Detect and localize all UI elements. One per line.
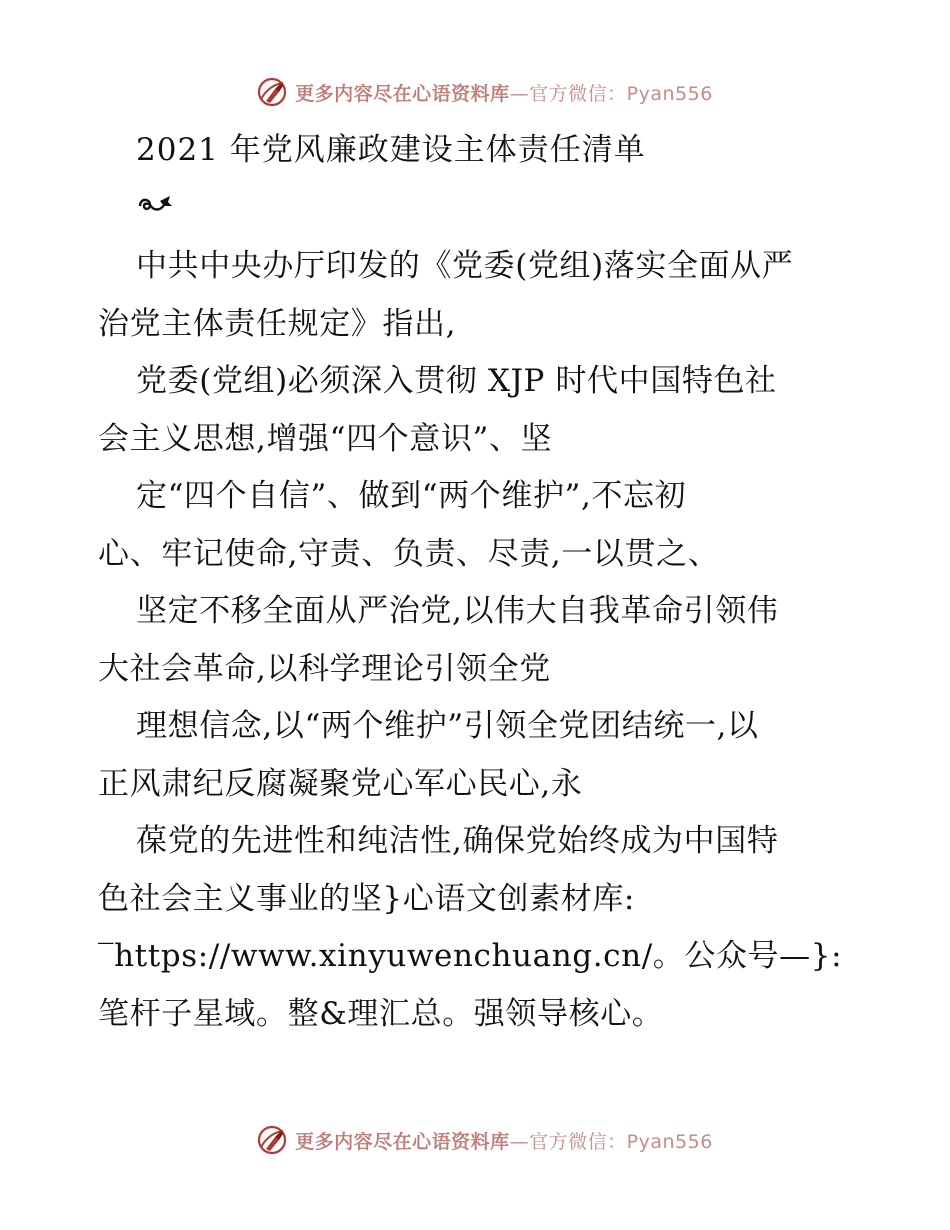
body-line: 心、牢记使命,守责、负责、尽责,一以贯之、 — [98, 535, 720, 572]
banner-library-text: 更多内容尽在心语资料库 — [295, 82, 510, 105]
body-line: 色社会主义事业的坚}心语文创素材库: — [98, 880, 635, 917]
body-line: 理想信念,以“两个维护”引领全党团结统一,以 — [136, 708, 759, 744]
banner-library-text: 更多内容尽在心语资料库 — [295, 1130, 510, 1153]
flourish-ornament-icon — [136, 192, 174, 216]
banner-text — [295, 1127, 713, 1154]
banner-wechat-text: 官方微信：Pyan556 — [529, 1130, 713, 1153]
banner-text — [295, 79, 713, 106]
body-line: 笔杆子星域。整&理汇总。强领导核心。 — [98, 995, 664, 1032]
body-line: 坚定不移全面从严治党,以伟大自我革命引领伟 — [136, 593, 779, 629]
body-line: 葆党的先进性和纯洁性,确保党始终成为中国特 — [136, 823, 779, 859]
banner-content — [255, 75, 713, 109]
banner-content — [255, 1123, 713, 1157]
banner-wechat-text: 官方微信：Pyan556 — [529, 82, 713, 105]
body-line: 党委(党组)必须深入贯彻 XJP 时代中国特色社 — [136, 363, 777, 399]
body-line: ‾https://www.xinyuwenchuang.cn/。公众号—}: — [98, 938, 843, 974]
body-line: 定“四个自信”、做到“两个维护”,不忘初 — [136, 478, 687, 514]
body-line: 治党主体责任规定》指出, — [98, 305, 457, 342]
footer-watermark-banner — [0, 1120, 950, 1160]
document-body — [98, 238, 858, 1043]
banner-dash: — — [509, 1130, 530, 1153]
body-line: 大社会革命,以科学理论引领全党 — [98, 650, 551, 687]
body-line: 会主义思想,增强“四个意识”、坚 — [98, 420, 553, 457]
body-line: 中共中央办厅印发的《党委(党组)落实全面从严 — [136, 248, 794, 284]
banner-dash: — — [509, 82, 530, 105]
pen-logo-icon — [255, 1123, 289, 1157]
document-title: 2021 年党风廉政建设主体责任清单 — [136, 132, 646, 168]
header-watermark-banner — [0, 72, 950, 112]
pen-logo-icon — [255, 75, 289, 109]
body-line: 正风肃纪反腐凝聚党心军心民心,永 — [98, 765, 583, 802]
